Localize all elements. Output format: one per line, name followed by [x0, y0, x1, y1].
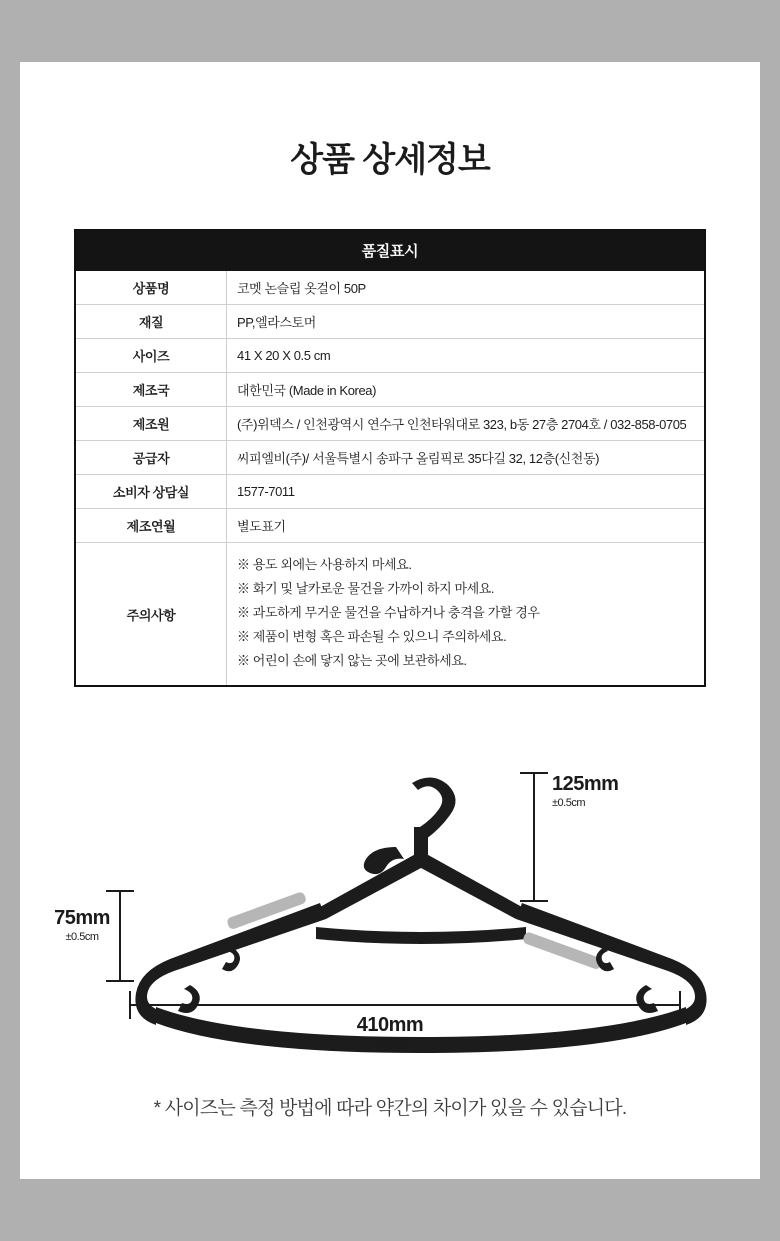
row-label: 제조국 [76, 373, 227, 407]
row-label: 주의사항 [76, 543, 227, 686]
table-row [76, 339, 704, 373]
note-line: ※ 어린이 손에 닿지 않는 곳에 보관하세요. [237, 653, 467, 669]
row-label: 사이즈 [76, 339, 227, 373]
spec-table-header: 품질표시 [76, 231, 704, 271]
dimension-depth-tolerance: ±0.5cm [65, 931, 99, 944]
spec-table [76, 271, 704, 685]
dimension-depth [34, 907, 130, 944]
row-label: 제조원 [76, 407, 227, 441]
dimension-height-tolerance: ±0.5cm [552, 797, 585, 810]
row-value: 1577-7011 [227, 475, 705, 509]
size-footnote: * 사이즈는 측정 방법에 따라 약간의 차이가 있을 수 있습니다. [153, 1098, 627, 1120]
notes-cell [227, 543, 705, 686]
dimension-depth-value: 75mm [54, 907, 110, 930]
table-row [76, 373, 704, 407]
dimension-width-tolerance: ±0.5cm [373, 1038, 407, 1051]
table-row [76, 441, 704, 475]
row-label: 재질 [76, 305, 227, 339]
row-value: 별도표기 [227, 509, 705, 543]
note-line: ※ 용도 외에는 사용하지 마세요. [237, 557, 412, 572]
row-value: 41 X 20 X 0.5 cm [227, 339, 705, 373]
table-row [76, 509, 704, 543]
note-line: ※ 과도하게 무거운 물건을 수납하거나 충격을 가할 경우 [237, 605, 540, 621]
table-row [76, 271, 704, 305]
hanger-shape [135, 778, 706, 1054]
product-diagram [20, 731, 760, 1061]
row-value: PP,엘라스토머 [227, 305, 705, 339]
row-label: 공급자 [76, 441, 227, 475]
page-title: 상품 상세정보 [290, 141, 490, 179]
dimension-width [290, 1014, 490, 1051]
table-row [76, 475, 704, 509]
table-row [76, 407, 704, 441]
row-label: 상품명 [76, 271, 227, 305]
row-value: (주)위덱스 / 인천광역시 연수구 인천타워대로 323, b동 27층 2704호 / 032-858-0705 [227, 407, 705, 441]
row-value: 씨피엘비(주)/ 서울특별시 송파구 올림픽로 35다길 32, 12층(신천동) [227, 441, 705, 475]
row-value: 대한민국 (Made in Korea) [227, 373, 705, 407]
note-line: ※ 제품이 변형 혹은 파손될 수 있으니 주의하세요. [237, 629, 507, 645]
dimension-height [552, 773, 662, 810]
row-label: 제조연월 [76, 509, 227, 543]
spec-table-container [74, 229, 706, 687]
table-row-notes [76, 543, 704, 686]
detail-sheet [20, 62, 760, 1179]
dimension-width-value: 410mm [356, 1014, 424, 1037]
row-label: 소비자 상담실 [76, 475, 227, 509]
dimension-height-value: 125mm [552, 773, 619, 796]
note-line: ※ 화기 및 날카로운 물건을 가까이 하지 마세요. [237, 581, 495, 597]
row-value: 코멧 논슬립 옷걸이 50P [227, 271, 705, 305]
table-row [76, 305, 704, 339]
